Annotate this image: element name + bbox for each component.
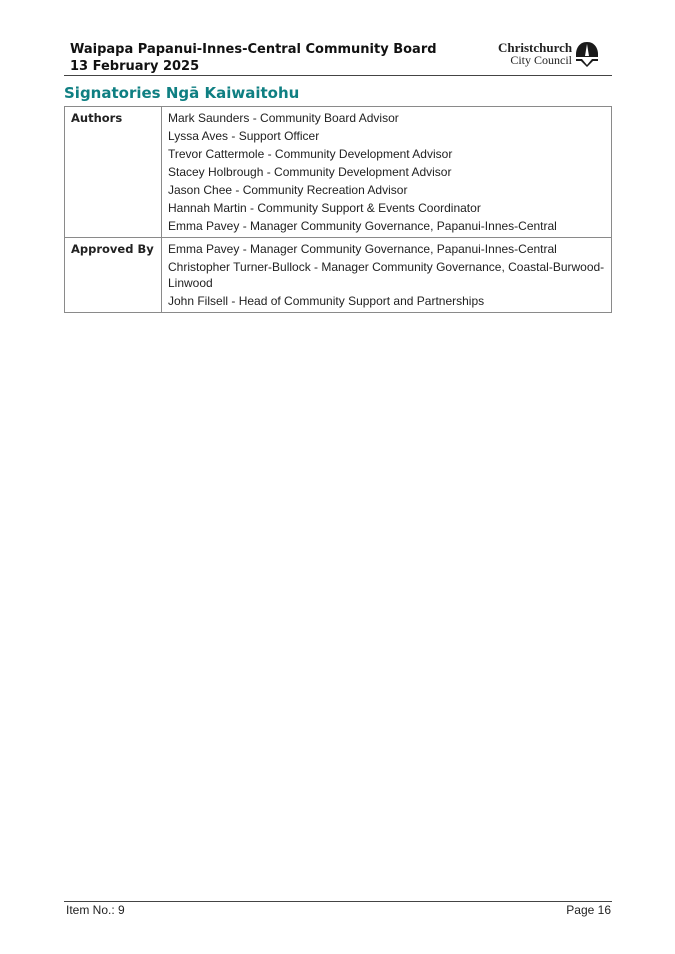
authors-label: Authors xyxy=(65,107,162,238)
logo-line-1: Christchurch xyxy=(498,40,573,55)
page-number: Page 16 xyxy=(566,903,611,917)
section-title: Signatories Ngā Kaiwaitohu xyxy=(64,84,300,102)
author-name: Hannah Martin - Community Support & Events Coordinator xyxy=(168,201,481,215)
logo-line-2: City Council xyxy=(510,53,572,67)
meeting-date: 13 February 2025 xyxy=(70,59,200,74)
approver-name: Christopher Turner-Bullock - Manager Community Governance, Coastal-Burwood-Linwood xyxy=(168,260,605,290)
footer-divider xyxy=(64,901,612,902)
author-name: Trevor Cattermole - Community Development Advisor xyxy=(168,147,453,161)
approver-name: John Filsell - Head of Community Support and Partnerships xyxy=(168,294,485,308)
logo-text xyxy=(498,41,572,67)
approver-name: Emma Pavey - Manager Community Governance, Papanui-Innes-Central xyxy=(168,242,557,256)
authors-list xyxy=(162,107,612,238)
author-name: Stacey Holbrough - Community Development Advisor xyxy=(168,165,452,179)
approved-list xyxy=(162,238,612,313)
christchurch-city-council-logo-icon xyxy=(574,41,600,67)
author-name: Mark Saunders - Community Board Advisor xyxy=(168,111,399,125)
authors-row xyxy=(65,107,612,238)
board-name: Waipapa Papanui-Innes-Central Community Board xyxy=(70,42,437,57)
author-name: Jason Chee - Community Recreation Advisor xyxy=(168,183,408,197)
signatories-table xyxy=(64,106,612,313)
council-logo xyxy=(498,41,602,69)
item-number: Item No.: 9 xyxy=(66,903,125,917)
approved-row xyxy=(65,238,612,313)
author-name: Lyssa Aves - Support Officer xyxy=(168,129,320,143)
header-divider xyxy=(64,75,612,76)
approved-label: Approved By xyxy=(65,238,162,313)
author-name: Emma Pavey - Manager Community Governance, Papanui-Innes-Central xyxy=(168,219,557,233)
